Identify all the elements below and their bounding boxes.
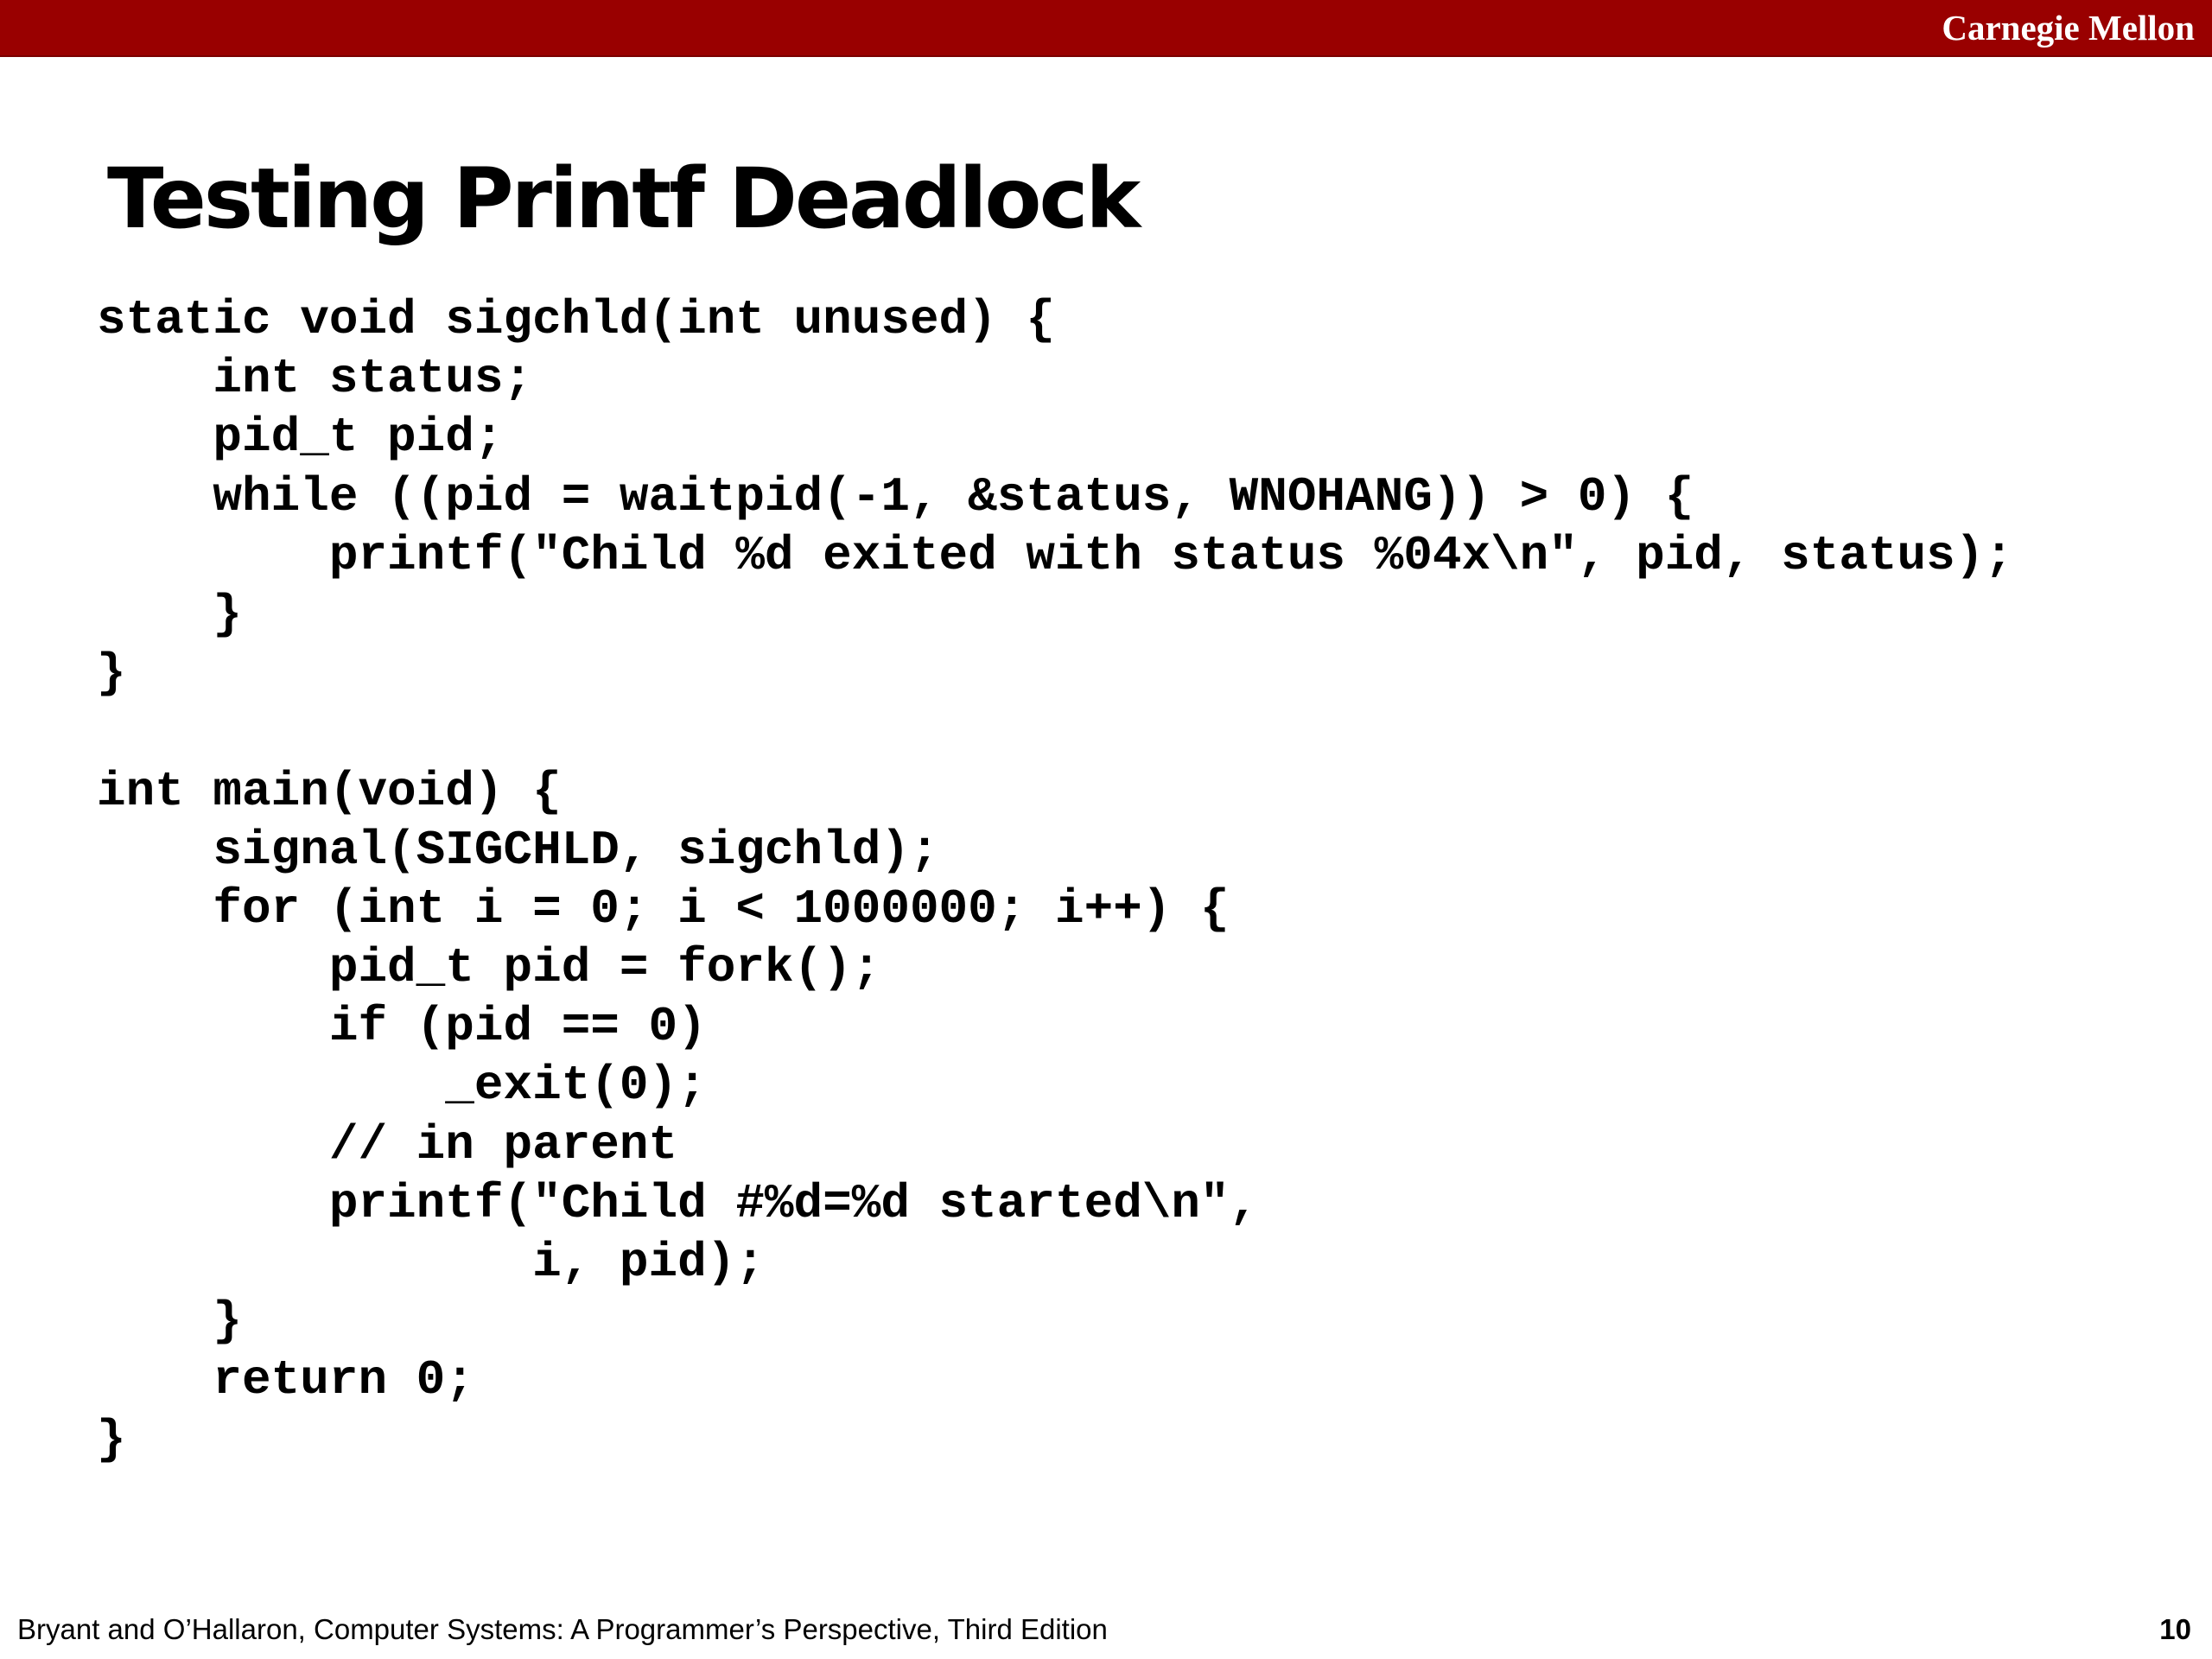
slide-title: Testing Printf Deadlock: [107, 150, 1139, 247]
code-line: for (int i = 0; i < 1000000; i++) {: [97, 880, 1230, 937]
code-line: _exit(0);: [97, 1058, 707, 1114]
code-line: }: [97, 1411, 126, 1467]
code-line: printf("Child %d exited with status %04x\n", pid, status);: [97, 527, 2013, 583]
code-line: [97, 702, 2188, 761]
code-line: pid_t pid;: [97, 410, 504, 466]
brand-logo-text: Carnegie Mellon: [1942, 8, 2195, 48]
code-line: signal(SIGCHLD, sigchld);: [97, 822, 939, 878]
code-line: int main(void) {: [97, 763, 562, 819]
code-line: }: [97, 1294, 243, 1350]
footer-citation: Bryant and O’Hallaron, Computer Systems: A Programmer’s Perspective, Third Edition: [17, 1613, 1108, 1645]
code-line: }: [97, 586, 243, 642]
code-line: while ((pid = waitpid(-1, &status, WNOHANG)) > 0) {: [97, 468, 1694, 524]
code-line: int status;: [97, 351, 533, 407]
code-line: // in parent: [97, 1116, 678, 1173]
page-number: 10: [2159, 1613, 2191, 1645]
code-line: printf("Child #%d=%d started\n",: [97, 1175, 1259, 1231]
code-line: i, pid);: [97, 1235, 765, 1290]
code-line: if (pid == 0): [97, 999, 707, 1055]
code-line: return 0;: [97, 1352, 474, 1408]
code-block: [97, 290, 2188, 1469]
code-line: pid_t pid = fork();: [97, 940, 881, 996]
header-bar: [0, 0, 2212, 57]
code-line: static void sigchld(int unused) {: [97, 292, 1055, 347]
code-line: }: [97, 645, 126, 702]
